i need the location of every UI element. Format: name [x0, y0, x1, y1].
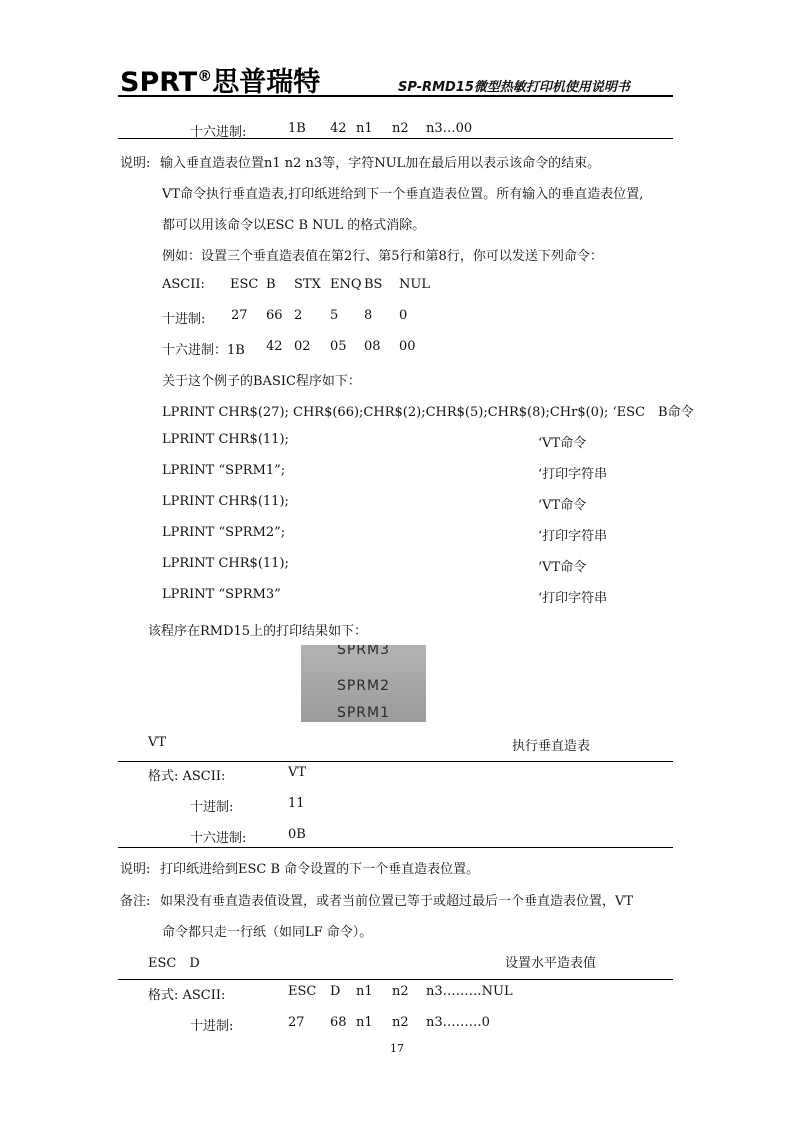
registered-mark: ® [197, 67, 213, 85]
example-hex-value: 02 [294, 339, 311, 354]
example-hex-value: 42 [266, 339, 283, 354]
command-name: VT [148, 735, 167, 750]
format-label: 格式: ASCII: [148, 988, 226, 1003]
example-ascii-value: NUL [399, 277, 430, 292]
command-name: ESC D [148, 956, 200, 971]
code-comment: ‘VT命令 [538, 436, 587, 451]
dec-value: 11 [288, 796, 305, 811]
code-statement: LPRINT CHR$(11); [162, 432, 289, 447]
example-hex-value: 00 [399, 339, 416, 354]
example-dec-label: 十进制: [162, 312, 206, 327]
code-statement: LPRINT “SPRM2”; [162, 525, 286, 540]
document-title: SP-RMD15微型热敏打印机使用说明书 [398, 80, 630, 95]
example-dec-value: 0 [399, 308, 408, 323]
hex-value: n2 [392, 121, 409, 136]
dec-value: n1 [356, 1015, 373, 1030]
section-rule [118, 138, 673, 139]
desc-text: 输入垂直造表位置n1 n2 n3等，字符NUL加在最后用以表示该命令的结束。 [160, 156, 601, 171]
print-line: SPRM2 [336, 678, 391, 694]
code-line: LPRINT CHR$(27); CHR$(66);CHR$(2);CHR$(5);CHR$(8);CHr$(0); ‘ESC B命令 [162, 405, 694, 420]
ascii-value: VT [288, 765, 307, 780]
desc-label: 说明: [120, 862, 151, 877]
hex-value: n1 [356, 121, 373, 136]
code-comment: ‘打印字符串 [538, 591, 608, 606]
hex-value: 0B [288, 827, 306, 842]
desc-text: VT命令执行垂直造表,打印纸进给到下一个垂直造表位置。所有输入的垂直造表位置, [162, 187, 644, 202]
hex-label: 十六进制: [190, 831, 247, 846]
desc-text: 打印纸进给到ESC B 命令设置的下一个垂直造表位置。 [160, 862, 480, 877]
format-label: 格式: ASCII: [148, 769, 226, 784]
desc-label: 说明: [120, 156, 151, 171]
example-ascii-value: B [266, 277, 276, 292]
code-comment: ‘VT命令 [538, 560, 587, 575]
command-title: 执行垂直造表 [512, 739, 591, 754]
section-rule [118, 979, 673, 980]
example-hex-value: 05 [330, 339, 347, 354]
hex-value: 1B [288, 121, 306, 136]
code-comment: ‘VT命令 [538, 498, 587, 513]
dec-value: n3………0 [426, 1015, 490, 1030]
section-rule [118, 847, 673, 848]
brand-logo [120, 60, 320, 99]
code-statement: LPRINT “SPRM1”; [162, 463, 286, 478]
note-text: 如果没有垂直造表值设置，或者当前位置已等于或超过最后一个垂直造表位置，VT [160, 894, 634, 909]
example-dec-value: 2 [294, 308, 303, 323]
code-statement: LPRINT CHR$(11); [162, 556, 289, 571]
hex-label: 十六进制: [190, 125, 247, 140]
code-statement: LPRINT “SPRM3” [162, 587, 281, 602]
example-hex-value: 08 [364, 339, 381, 354]
code-comment: ‘打印字符串 [538, 467, 608, 482]
example-ascii-value: STX [294, 277, 321, 292]
section-rule [118, 761, 673, 762]
example-ascii-value: ENQ [330, 277, 362, 292]
example-dec-value: 66 [266, 308, 283, 323]
header-rule [118, 95, 673, 97]
dec-value: 68 [330, 1015, 347, 1030]
hex-value: 42 [330, 121, 347, 136]
ascii-value: n1 [356, 984, 373, 999]
basic-intro: 关于这个例子的BASIC程序如下： [162, 374, 361, 389]
print-line: SPRM3 [336, 645, 391, 658]
ascii-value: ESC [288, 984, 317, 999]
note-text: 命令都只走一行纸（如同LF 命令）。 [162, 925, 373, 940]
code-statement: LPRINT CHR$(11); [162, 494, 289, 509]
command-title: 设置水平造表值 [505, 956, 597, 971]
dec-label: 十进制: [190, 1019, 234, 1034]
brand-name: SPRT [120, 67, 198, 98]
ascii-value: n2 [392, 984, 409, 999]
print-line: SPRM1 [336, 705, 391, 721]
dec-label: 十进制: [190, 800, 234, 815]
hex-value: n3…00 [426, 121, 473, 136]
ascii-value: D [330, 984, 341, 999]
brand-name-cn: 思普瑞特 [212, 67, 321, 98]
example-ascii-value: BS [364, 277, 383, 292]
page-number: 17 [390, 1042, 404, 1055]
example-hex-label: 十六进制：1B [162, 343, 245, 358]
note-label: 备注: [120, 894, 151, 909]
code-comment: ‘打印字符串 [538, 529, 608, 544]
example-dec-value: 5 [330, 308, 339, 323]
example-ascii-value: ESC [230, 277, 259, 292]
example-dec-value: 8 [364, 308, 373, 323]
dec-value: n2 [392, 1015, 409, 1030]
example-ascii-label: ASCII: [162, 277, 205, 292]
ascii-value: n3………NUL [426, 984, 513, 999]
example-intro: 例如：设置三个垂直造表值在第2行、第5行和第8行，你可以发送下列命令： [162, 249, 603, 264]
result-intro: 该程序在RMD15上的打印结果如下： [148, 624, 368, 639]
print-result-image [301, 645, 426, 722]
dec-value: 27 [288, 1015, 305, 1030]
example-dec-value: 27 [231, 308, 248, 323]
desc-text: 都可以用该命令以ESC B NUL 的格式消除。 [162, 218, 426, 233]
